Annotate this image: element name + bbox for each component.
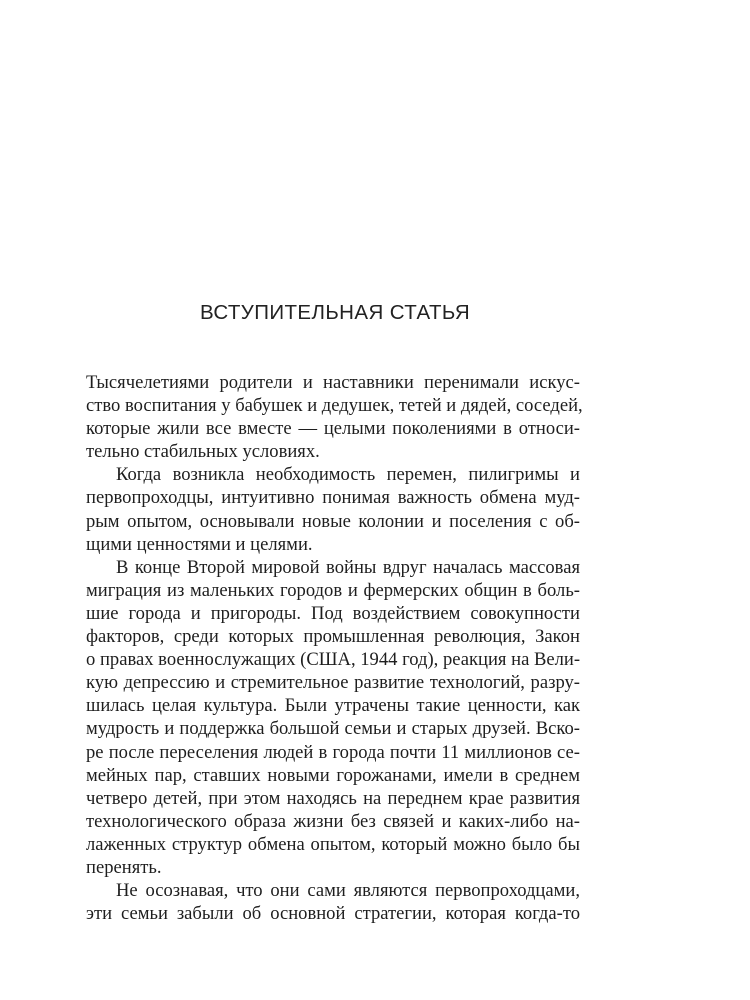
text-line: Не осознавая, что они сами являются первопроходцами, (116, 880, 580, 902)
text-line: эти семьи забыли об основной стратегии, которая когда-то (86, 903, 580, 925)
text-line: лаженных структур обмена опытом, который можно было бы (86, 833, 580, 855)
text-line: перенять. (86, 856, 162, 878)
text-line: технологического образа жизни без связей и каких-либо на- (86, 810, 580, 832)
text-line: четверо детей, при этом находясь на переднем крае развития (86, 787, 580, 809)
text-line: Когда возникла необходимость перемен, пилигримы и (116, 464, 580, 486)
body-text (86, 371, 583, 925)
section-title: ВСТУПИТЕЛЬНАЯ СТАТЬЯ (199, 301, 471, 324)
text-line: шие города и пригороды. Под воздействием совокупности (86, 602, 580, 624)
text-line: Тысячелетиями родители и наставники перенимали искус- (86, 372, 580, 393)
text-line: о правах военнослужащих (США, 1944 год), реакция на Вели- (86, 649, 581, 671)
text-line: мейных пар, ставших новыми горожанами, имели в среднем (86, 764, 580, 786)
text-line: миграция из маленьких городов и фермерских общин в боль- (86, 579, 580, 601)
text-line: факторов, среди которых промышленная революция, Закон (86, 626, 580, 648)
text-line: кую депрессию и стремительное развитие технологий, разру- (86, 672, 580, 694)
text-line: В конце Второй мировой войны вдруг началась массовая (116, 556, 580, 578)
text-line: первопроходцы, интуитивно понимая важность обмена муд- (86, 487, 580, 509)
text-line: ство воспитания у бабушек и дедушек, тетей и дядей, соседей, (86, 395, 583, 417)
text-line: шилась целая культура. Были утрачены такие ценности, как (86, 695, 580, 717)
text-line: ре после переселения людей в города почти 11 миллионов се- (86, 741, 580, 763)
text-line: мудрость и поддержка большой семьи и старых друзей. Вско- (86, 718, 580, 740)
text-line: тельно стабильных условиях. (86, 441, 320, 463)
text-line: которые жили все вместе — целыми поколениями в относи- (86, 418, 580, 440)
text-line: рым опытом, основывали новые колонии и поселения с об- (86, 510, 580, 532)
text-line: щими ценностями и целями. (86, 533, 313, 555)
